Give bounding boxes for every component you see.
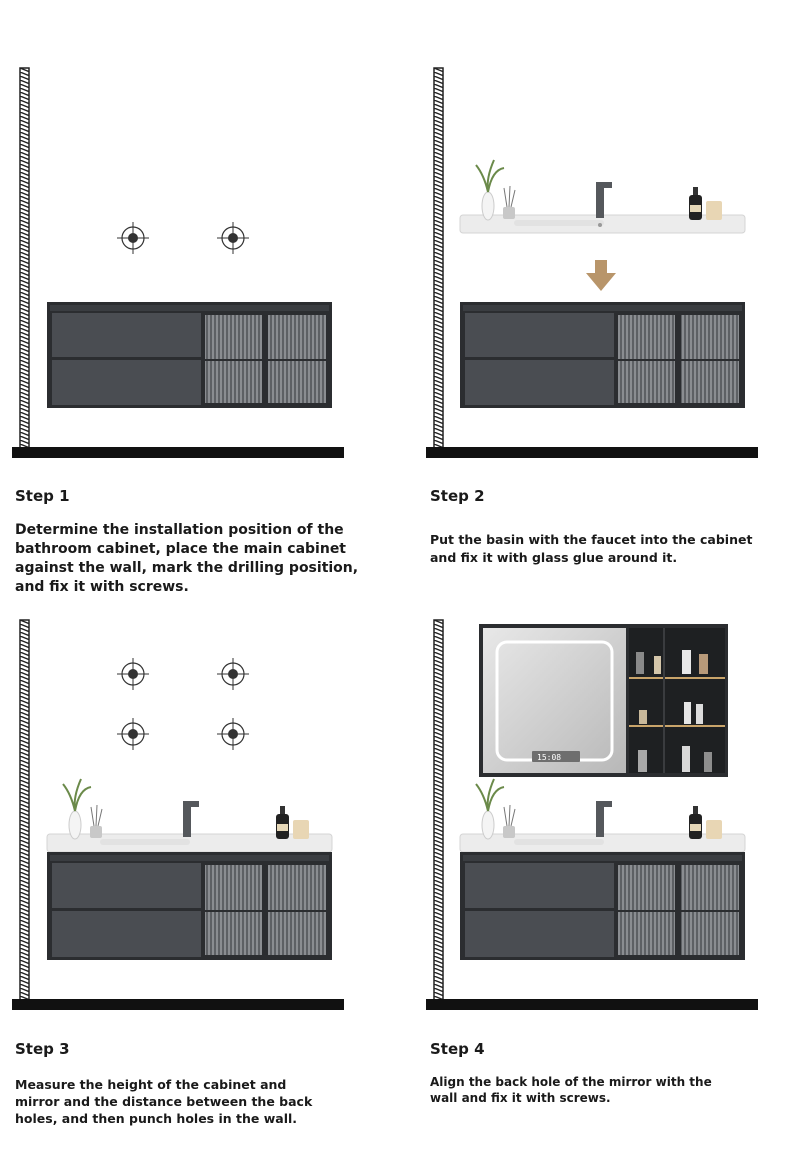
basin-with-faucet [47, 779, 332, 852]
wall [20, 620, 29, 1000]
wall [20, 68, 29, 448]
step-3-illustration [0, 612, 395, 1022]
step-4-title: Step 4 [430, 1040, 485, 1058]
floor [12, 447, 344, 458]
step-1-description: Determine the installation position of the bathroom cabinet, place the main cabinet against the wall, mark the drilling position, and fix it with screws. [15, 522, 359, 595]
step-2-illustration [414, 60, 790, 470]
cabinet [47, 852, 332, 960]
drill-mark [217, 658, 249, 690]
step-2-title: Step 2 [430, 487, 485, 505]
wall [434, 620, 443, 1000]
drill-mark [217, 718, 249, 750]
step-3-description: Measure the height of the cabinet and mirror and the distance between the back holes, and then punch holes in the wall. [15, 1077, 313, 1126]
step-1-title: Step 1 [15, 487, 70, 505]
cabinet [47, 302, 332, 408]
step-4-illustration [414, 612, 790, 1022]
mirror-clock-display: 15:08 [537, 753, 562, 762]
floor [12, 999, 344, 1010]
mirror-cabinet [479, 624, 728, 777]
step-2-description: Put the basin with the faucet into the cabinet and fix it with glass glue around it. [430, 532, 753, 565]
step-1-illustration [0, 60, 395, 470]
wall [434, 68, 443, 448]
drill-mark [117, 658, 149, 690]
drill-mark [117, 718, 149, 750]
basin-with-faucet [460, 160, 745, 233]
floor [426, 999, 758, 1010]
step-4-description: Align the back hole of the mirror with the wall and fix it with screws. [430, 1075, 712, 1105]
drill-mark [217, 222, 249, 254]
basin-with-faucet [460, 779, 745, 852]
drill-mark [117, 222, 149, 254]
floor [426, 447, 758, 458]
step-3-title: Step 3 [15, 1040, 70, 1058]
cabinet [460, 302, 745, 408]
cabinet [460, 852, 745, 960]
down-arrow-icon [586, 260, 616, 291]
